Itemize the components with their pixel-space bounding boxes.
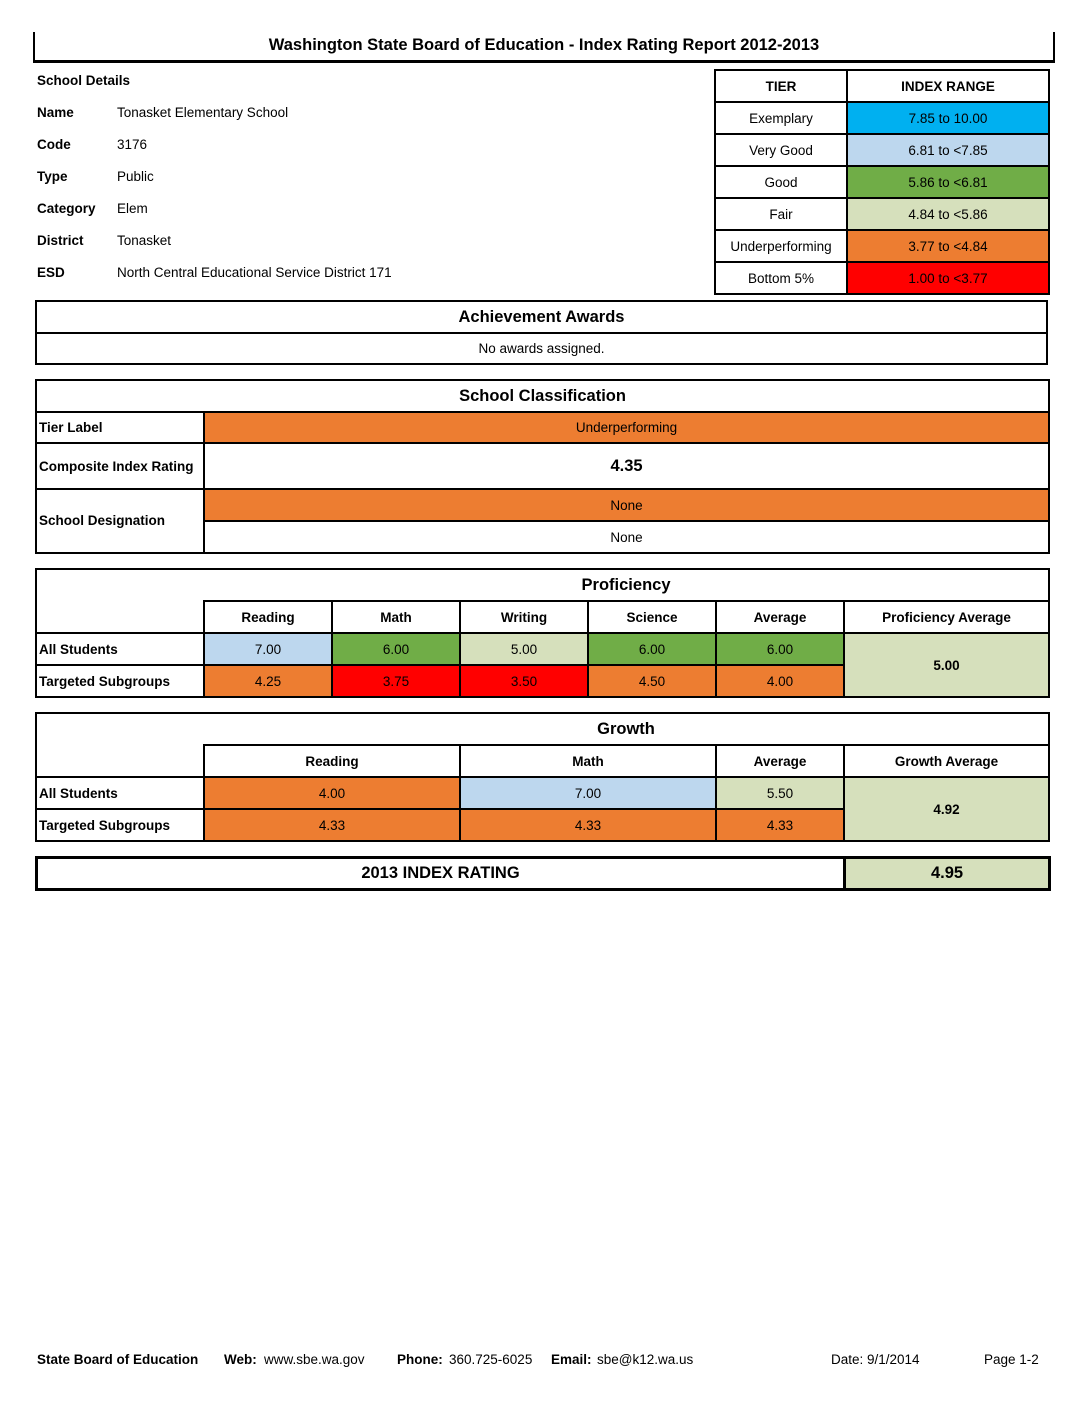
proficiency-cell: 7.00 <box>204 633 332 665</box>
proficiency-average: 5.00 <box>844 633 1049 697</box>
esd-label: ESD <box>37 265 65 280</box>
growth-cell: 5.50 <box>716 777 844 809</box>
footer-web: www.sbe.wa.gov <box>264 1352 365 1367</box>
category-label: Category <box>37 201 96 216</box>
school-name: Tonasket Elementary School <box>117 105 289 120</box>
growth-cell: 4.33 <box>204 809 460 841</box>
type-label: Type <box>37 169 68 184</box>
school-details-heading: School Details <box>37 73 131 88</box>
column-header: Growth Average <box>844 745 1049 777</box>
footer-phone-label: Phone: <box>397 1352 443 1367</box>
tier-name: Fair <box>715 198 847 230</box>
column-header: Average <box>716 601 844 633</box>
all-students-label: All Students <box>36 777 204 809</box>
column-header: Reading <box>204 601 332 633</box>
column-header: Math <box>460 745 716 777</box>
name-label: Name <box>37 105 74 120</box>
proficiency-table <box>35 568 1050 698</box>
proficiency-cell: 6.00 <box>716 633 844 665</box>
tier-table <box>714 69 1050 295</box>
growth-cell: 4.33 <box>460 809 716 841</box>
footer-org: State Board of Education <box>37 1352 199 1367</box>
awards-title: Achievement Awards <box>36 301 1047 333</box>
tier-name: Underperforming <box>715 230 847 262</box>
school-code: 3176 <box>117 137 148 152</box>
tier-label-value: Underperforming <box>204 412 1049 443</box>
growth-title: Growth <box>204 713 1049 745</box>
report-title: Washington State Board of Education - Index Rating Report 2012-2013 <box>268 36 820 54</box>
footer-email: sbe@k12.wa.us <box>597 1352 694 1367</box>
tier-name: Good <box>715 166 847 198</box>
proficiency-cell: 4.25 <box>204 665 332 697</box>
proficiency-cell: 4.00 <box>716 665 844 697</box>
proficiency-cell: 3.75 <box>332 665 460 697</box>
tier-name: Very Good <box>715 134 847 166</box>
column-header: Average <box>716 745 844 777</box>
designation-label: School Designation <box>36 489 204 553</box>
proficiency-cell: 3.50 <box>460 665 588 697</box>
growth-blank <box>36 745 204 777</box>
tier-range: 4.84 to <5.86 <box>847 198 1049 230</box>
footer-date: Date: 9/1/2014 <box>831 1352 920 1367</box>
tier-range: 5.86 to <6.81 <box>847 166 1049 198</box>
index-rating <box>35 856 1051 891</box>
tier-name: Bottom 5% <box>715 262 847 294</box>
footer-email-label: Email: <box>551 1352 592 1367</box>
growth-cell: 4.33 <box>716 809 844 841</box>
growth-corner <box>36 713 204 745</box>
proficiency-title: Proficiency <box>204 569 1049 601</box>
growth-table <box>35 712 1050 842</box>
composite-index-label: Composite Index Rating <box>36 443 204 489</box>
school-district: Tonasket <box>117 233 172 248</box>
targeted-subgroups-label: Targeted Subgroups <box>36 665 204 697</box>
tier-label-label: Tier Label <box>36 412 204 443</box>
growth-cell: 7.00 <box>460 777 716 809</box>
school-classification <box>35 379 1050 554</box>
index-rating-value: 4.95 <box>845 858 1050 890</box>
district-label: District <box>37 233 84 248</box>
proficiency-cell: 4.50 <box>588 665 716 697</box>
footer-phone: 360.725-6025 <box>449 1352 533 1367</box>
tier-range: 7.85 to 10.00 <box>847 102 1049 134</box>
index-range-header: INDEX RANGE <box>847 70 1049 102</box>
all-students-label: All Students <box>36 633 204 665</box>
tier-name: Exemplary <box>715 102 847 134</box>
proficiency-cell: 6.00 <box>332 633 460 665</box>
column-header: Reading <box>204 745 460 777</box>
column-header: Math <box>332 601 460 633</box>
school-type: Public <box>117 169 154 184</box>
awards-text: No awards assigned. <box>36 333 1047 364</box>
column-header: Writing <box>460 601 588 633</box>
growth-cell: 4.00 <box>204 777 460 809</box>
achievement-awards <box>35 300 1048 365</box>
proficiency-blank <box>36 601 204 633</box>
tier-header: TIER <box>715 70 847 102</box>
growth-average: 4.92 <box>844 777 1049 841</box>
school-category: Elem <box>117 201 148 216</box>
index-rating-label: 2013 INDEX RATING <box>37 858 845 890</box>
designation-value: None <box>204 521 1049 553</box>
column-header: Proficiency Average <box>844 601 1049 633</box>
targeted-subgroups-label: Targeted Subgroups <box>36 809 204 841</box>
proficiency-corner <box>36 569 204 601</box>
tier-range: 3.77 to <4.84 <box>847 230 1049 262</box>
proficiency-cell: 6.00 <box>588 633 716 665</box>
designation-value: None <box>204 489 1049 521</box>
tier-range: 6.81 to <7.85 <box>847 134 1049 166</box>
code-label: Code <box>37 137 71 152</box>
footer-web-label: Web: <box>224 1352 257 1367</box>
composite-index-value: 4.35 <box>204 443 1049 489</box>
classification-title: School Classification <box>36 380 1049 412</box>
footer-page: Page 1-2 <box>984 1352 1039 1367</box>
tier-range: 1.00 to <3.77 <box>847 262 1049 294</box>
school-esd: North Central Educational Service District 171 <box>117 265 392 280</box>
column-header: Science <box>588 601 716 633</box>
proficiency-cell: 5.00 <box>460 633 588 665</box>
